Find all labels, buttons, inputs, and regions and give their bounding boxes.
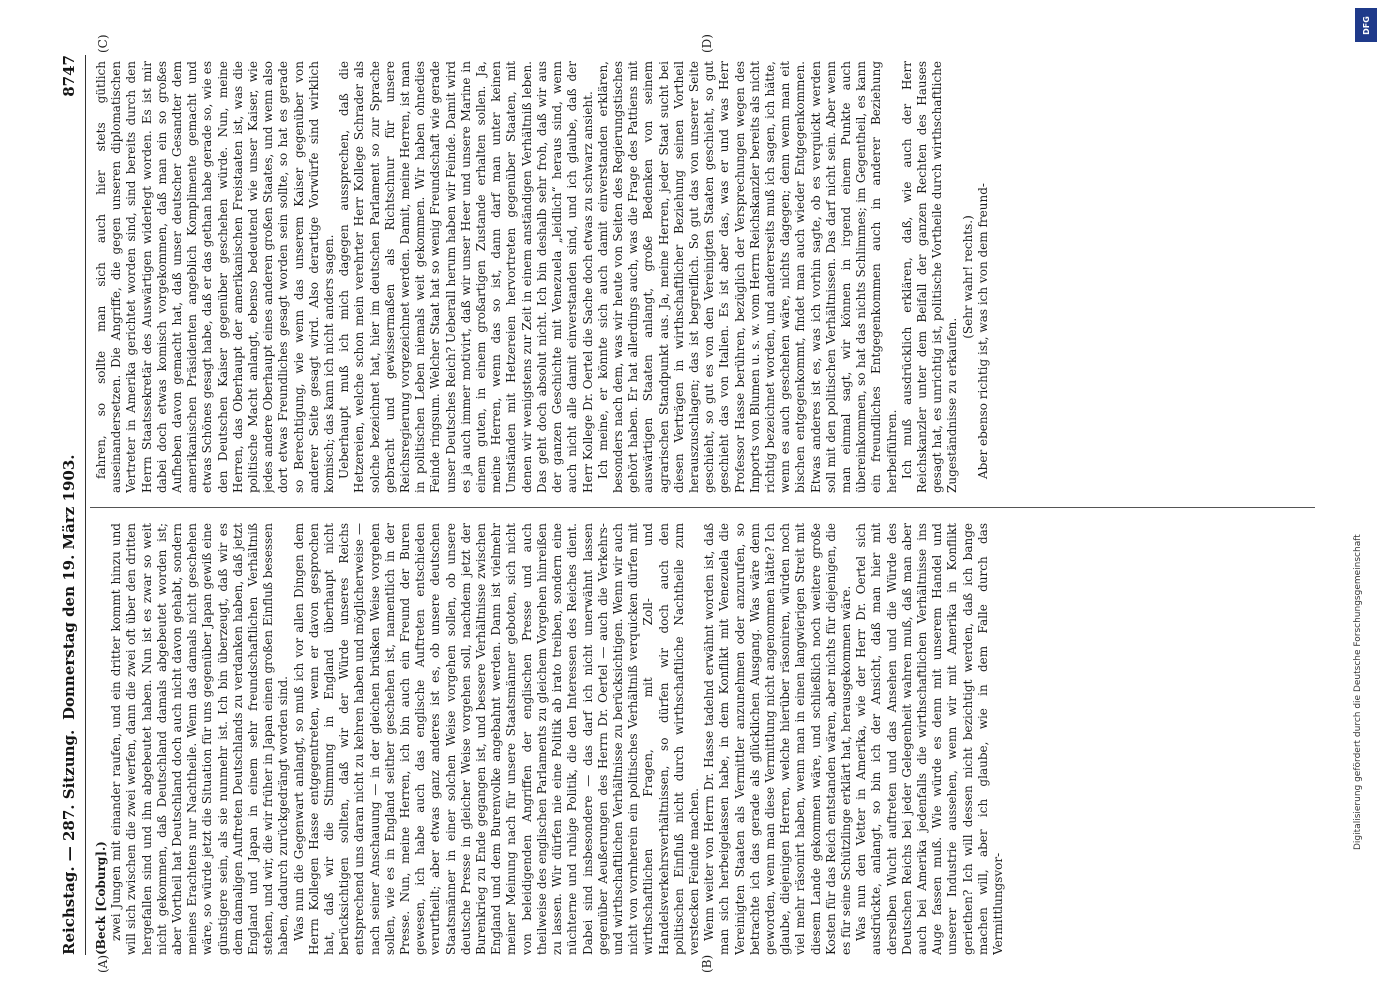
paragraph [109, 523, 291, 955]
paragraph-text: (Sehr wahr! rechts.) [960, 215, 975, 339]
paragraph-text: Aber ebenso richtig ist, was ich von dem freund- [975, 183, 990, 479]
paragraph [702, 523, 854, 955]
paragraph [94, 61, 337, 493]
speaker-label: (Beck [Coburg].) [94, 841, 108, 955]
paragraph-text: Ich meine, er könnte sich auch damit einverstanden erklären, besonders nach dem, was wir heute von Seiten des Regierungstisches gehört haben. Er hat allerdings auch, was die Frage des Pattiens mit auswärtigen Staaten anlangt, große Bedenken von seinem agrarischen Standpunkt aus. Ja, meine Herren, jeder Staat sucht bei diesen Verträgen in wirthschaftlicher Beziehung seinen Vortheil herauszuschlagen; das ist begreiflich. So gut das von unserer Seite geschieht, so gut es von den Vereinigten Staaten geschieht, so gut geschieht das von Italien. Es ist aber das, was er und was Herr Professor Hasse berühren, bezüglich der Versprechungen wegen des Imports von Blumen u. s. w. vom Herrn Reichskanzler bereits als nicht richtig bezeichnet worden, und andererseits muß ich sagen, ich hätte, wenn es auch geschehen wäre, nichts dagegen; denn wenn man eit bischen entgegenkommt, findet man auch wieder Entgegenkommen. Etwas anderes ist es, was ich vorhin sagte, ob es verquickt werden soll mit den politischen Verhältnissen. Das darf nicht sein. Aber wenn man einmal sagt, wir können in irgend einem Punkte auch übereinkommen, so hat das nichts Schlimmes; im Gegentheil, es kann ein freundliches Entgegenkommen auch in anderer Beziehung herbeiführen. [595, 61, 899, 493]
paragraph [976, 61, 991, 493]
header-rule [85, 55, 86, 955]
paragraph [94, 523, 109, 955]
paragraph [596, 61, 900, 493]
paragraph-text: Was nun die Gegenwart anlangt, so muß ich vor allen Dingen dem Herrn Kollegen Hasse entgegentreten, wenn er davon gesprochen hat, daß wir die Stimmung in England überhaupt nicht berücksichtigen sollten, daß wir der Würde unseres Reichs entsprechend uns daran nicht zu kehren haben und möglicherweise — nach seiner Anschauung — in der gleichen brüsken Weise vorgehen sollen, wie es in England seither geschehen ist, namentlich in der Presse. Nun, meine Herren, ich bin auch ein Freund der Buren gewesen, ich habe auch das englische Auftreten entschieden verurtheilt; aber etwas ganz anderes ist es, ob unsere deutschen Staatsmänner in einer solchen Weise vorgehen sollen, ob unsere deutsche Presse in gleicher Weise vorgehen soll, nachdem jetzt der Burenkrieg zu Ende gegangen ist, und bessere Verhältnisse zwischen England und dem Burenvolke angebahnt werden. Dann ist vielmehr meiner Meinung nach für unsere Staatsmänner geboten, sich nicht von beleidigenden Angriffen der englischen Presse und auch theilweise des englischen Parlaments zu gleichem Vorgehen hinreißen zu lassen. Wir dürfen nie eine Politik ab irato treiben, sondern eine nüchterne und ruhige Politik, die den Interessen des Reiches dient. Dabei sind insbesondere — das darf ich nicht unerwähnt lassen gegenüber Aeußerungen des Herrn Dr. Oertel — auch die Verkehrs- und wirthschaftlichen Verhältnisse zu berücksichtigen. Wenn wir auch nicht von vornherein ein politisches Verhältniß verquicken dürfen mit wirthschaftlichen Fragen, mit Zoll- und Handelsverkehrsverhältnissen, so dürfen wir doch auch den politischen Einfluß nicht durch wirthschaftliche Nachtheile zum verstecken Feinde machen. [291, 523, 701, 955]
paragraph [961, 61, 976, 493]
column-divider [90, 507, 1315, 508]
left-column [94, 523, 1309, 955]
marker-d: (D) [700, 34, 714, 53]
marker-b: (B) [700, 954, 714, 973]
paragraph-text: Wenn weiter von Herrn Dr. Hasse tadelnd erwähnt worden ist, daß man sich herbeigelassen habe, in dem Konflikt mit Venezuela die Vereinigten Staaten als Vermittler anzunehmen oder anzurufen, so betrachte ich das gerade als glücklichen Ausgang. Was wäre denn geworden, wenn man diese Vermittlung nicht angenommen hätte? Ich glaube, diejenigen Herren, welche hierüber räsoniren, würden noch viel mehr räsonirt haben, wenn man in einen langwierigen Streit mit diesem Lande gekommen wäre, und schließlich noch weitere große Kosten für das Reich entstanden wären, aber nichts für diejenigen, die es für seine Schützlinge erklärt hat, herausgekommen wäre. [702, 523, 853, 955]
header-date: Donnerstag den 19. März 1903. [60, 454, 78, 720]
header-session: Reichstag. — 287. Sitzung. [60, 729, 78, 955]
page-header [60, 55, 82, 955]
paragraph [854, 523, 1006, 955]
paragraph-text: zwei Jungen mit einander raufen, und ein dritter kommt hinzu und will sich zwischen die zwei werfen, dann die zwei oft über den dritten hergefallen sind und ihn abgebeutet haben. Nun ist es zwar so weit nicht gekommen, daß Deutschland damals abgebeutet worden ist; aber Vortheil hat Deutschland doch auch nicht davon gehabt, sondern meines Erachtens nur Nachtheile. Wenn das damals nicht geschehen wäre, so würde jetzt die Situation für uns gegenüber Japan gewiß eine günstigere sein, als sie nunmehr ist. Ich bin überzeugt, daß wir es dem damaligen Auftreten Deutschlands zu verdanken haben, daß jetzt England und Japan in einem sehr freundschaftlichen Verhältniß stehen, und wir, die wir früher in Japan einen großen Einfluß besessen haben, dadurch zurückgedrängt worden sind. [109, 523, 291, 955]
marker-c: (C) [96, 34, 110, 53]
digitization-note [1353, 150, 1375, 850]
paragraph [337, 61, 595, 493]
marker-a: (A) [96, 954, 110, 973]
right-column [94, 61, 1309, 493]
paragraph-text: fahren, so sollte man sich auch hier stets gütlich auseinandersetzen. Die Angriffe, die gegen unseren diplomatischen Vertreter in Amerika gerichtet worden sind, sind bereits durch den Herrn Staatssekretär des Auswärtigen widerlegt worden. Es ist mir dabei doch etwas komisch vorgekommen, daß man ein so großes Aufheben davon gemacht hat, daß unser deutscher Gesandter dem amerikanischen Präsidenten angeblich Komplimente gemacht und etwas Schönes gesagt habe, daß er das gethan habe gerade so, wie es den Deutschen Kaiser gegenüber geschehen würde. Nun, meine Herren, das Oberhaupt der amerikanischen Freistaaten ist, was die politische Macht anlangt, ebenso bedeutend wie unser Kaiser, wie jedes andere Oberhaupt eines anderen großen Staates, und wenn also dort etwas Freundliches gesagt worden sein sollte, so hat es gerade so Berechtigung, wie wenn das unserem Kaiser gegenüber von anderer Seite gesagt wird. Also derartige Vorwürfe sind wirklich komisch; das kann ich nicht anders sagen. [94, 61, 337, 493]
digitization-note-text: Digitalisierung gefördert durch die Deutsche Forschungsgemeinschaft [1353, 534, 1363, 850]
paragraph [900, 61, 961, 493]
paragraph [292, 523, 702, 955]
rotated-page-content [60, 34, 1315, 973]
dfg-logo: DFG [1355, 8, 1377, 42]
header-page-number: 8747 [60, 55, 78, 97]
paragraph-text: Ich muß ausdrücklich erklären, daß, wie auch der Herr Reichskanzler unter dem Beifall der ganzen Rechten des Hauses gesagt hat, es unrichtig ist, politische Vortheile durch wirthschaftliche Zugeständnisse zu erkaufen. [899, 61, 960, 493]
paragraph-text: Ueberhaupt muß ich mich dagegen aussprechen, daß die Hetzereien, welche schon mein verehrter Herr Kollege Schrader als solche bezeichnet hat, hier im deutschen Parlament so zur Sprache gebracht und gewissermaßen als Richtschnur für unsere Reichsregierung vorgezeichnet werden. Damit, meine Herren, ist man in politischen Leben niemals weit gekommen. Wir haben ohnedies Feinde ringsum. Welcher Staat hat so wenig Freundschaft wie gerade unser Deutsches Reich? Ueberall herum haben wir Feinde. Damit wird es ja auch immer motivirt, daß wir unser Heer und unsere Marine in einem guten, in einem großartigen Zustande erhalten sollen. Ja, meine Herren, wenn das so ist, dann darf man unter keinen Umständen mit Hetzereien hervortreten gegenüber Staaten, mit denen wir wenigstens zur Zeit in einem anständigen Verhältniß leben. Das geht doch absolut nicht. Ich bin deshalb sehr froh, daß wir aus der ganzen Geschichte mit Venezuela „leidlich“ heraus sind, wenn auch nicht alle damit einverstanden sind, und ich glaube, daß der Herr Kollege Dr. Oertel die Sache doch etwas zu schwarz ansieht. [337, 61, 595, 493]
paragraph-text: Was nun den Vetter in Amerika, wie der Herr Dr. Oertel sich ausdrückte, anlangt, so bin ich der Ansicht, daß man hier mit derselben Wucht auftreten und das Ansehen und die Würde des Deutschen Reichs bei jeder Gelegenheit wahren muß, daß man aber auch bei Amerika jedenfalls die wirthschaftlichen Verhältnisse ins Auge fassen muß. Wie würde es denn mit unserem Handel und unserer Industrie aussehen, wenn wir mit Amerika in Konflikt geriethen? Ich will dessen nicht bezichtigt werden, daß ich bange machen will, aber ich glaube, wie in dem Falle durch das Vermittlungsvor- [854, 523, 1005, 955]
